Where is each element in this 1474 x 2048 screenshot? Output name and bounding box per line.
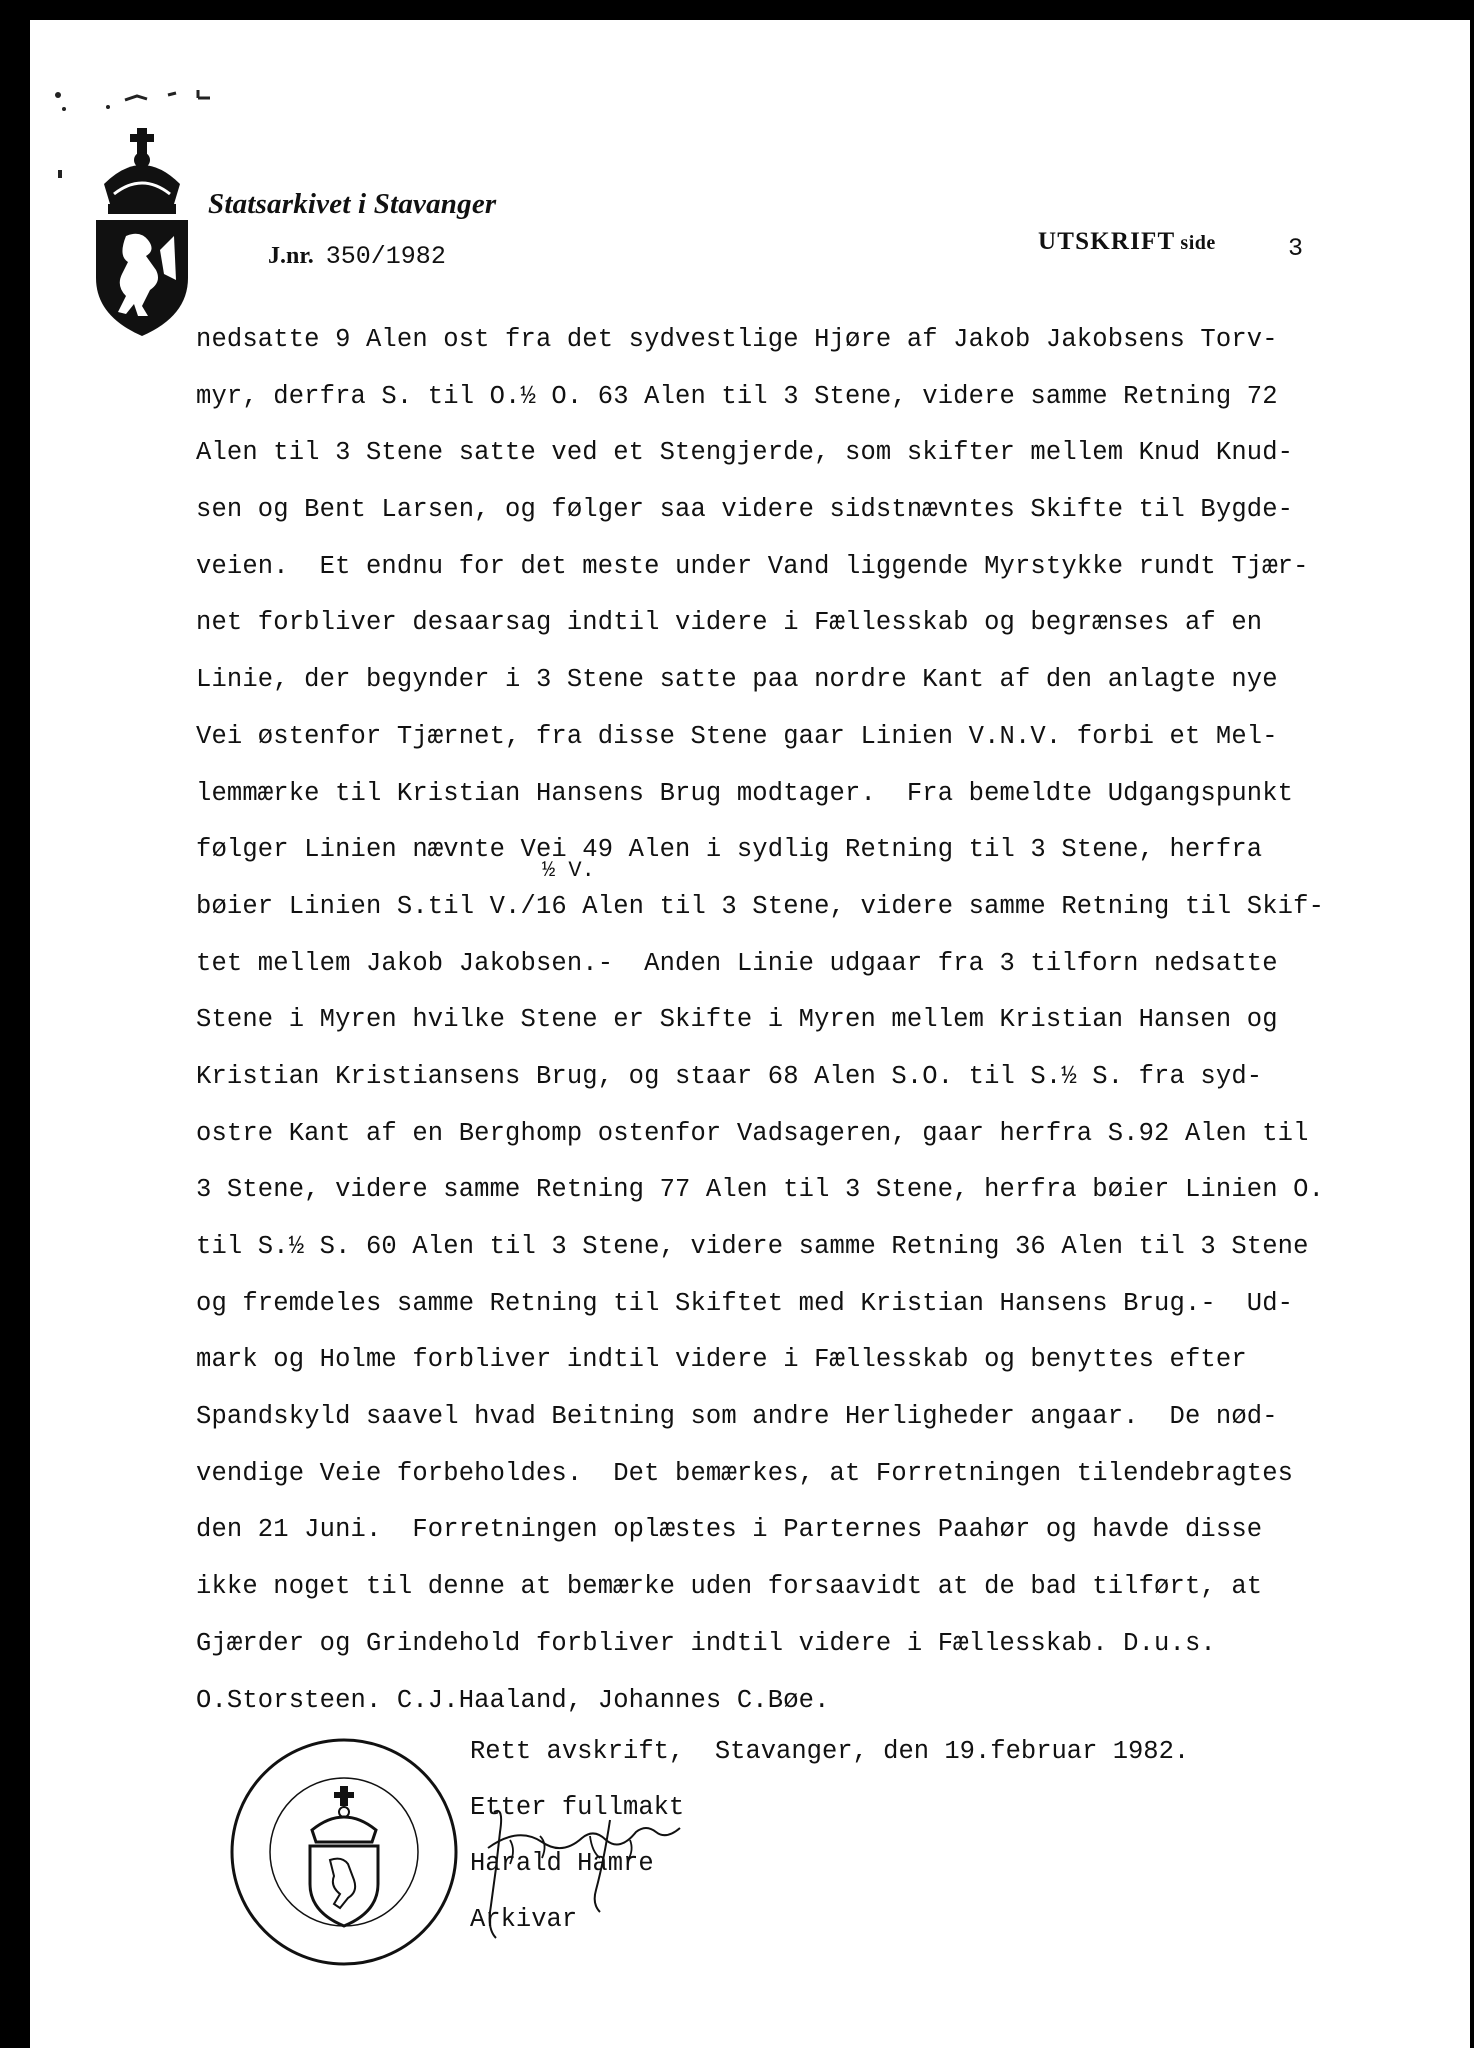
text-line: vendige Veie forbeholdes. Det bemærkes, at Forretningen tilendebragtes xyxy=(196,1458,1294,1488)
text-line: tet mellem Jakob Jakobsen.- Anden Linie udgaar fra 3 tilforn nedsatte xyxy=(196,948,1278,978)
text-line: veien. Et endnu for det meste under Vand liggende Myrstykke rundt Tjær- xyxy=(196,551,1309,581)
text-line: den 21 Juni. Forretningen oplæstes i Parternes Paahør og havde disse xyxy=(196,1515,1263,1545)
text-line: følger Linien nævnte Vei 49 Alen i sydlig Retning til 3 Stene, herfra xyxy=(196,835,1263,865)
document-body xyxy=(196,312,1472,1729)
text-line: ostre Kant af en Berghomp ostenfor Vadsageren, gaar herfra S.92 Alen til xyxy=(196,1118,1309,1148)
utskrift-header xyxy=(1038,228,1216,256)
archive-name: Statsarkivet i Stavanger xyxy=(208,188,497,220)
journal-number-label: J.nr. xyxy=(268,243,314,269)
text-line: ikke noget til denne at bemærke uden forsaavidt at de bad tilført, at xyxy=(196,1572,1263,1602)
text-line: Alen til 3 Stene satte ved et Stengjerde, som skifter mellem Knud Knud- xyxy=(196,438,1294,468)
text-line: net forbliver desaarsag indtil videre i Fællesskab og begrænses af en xyxy=(196,608,1263,638)
journal-number xyxy=(268,242,446,271)
text-line: myr, derfra S. til O.½ O. 63 Alen til 3 Stene, videre samme Retning 72 xyxy=(196,381,1278,411)
archive-seal-icon xyxy=(226,1734,462,1970)
text-line: til S.½ S. 60 Alen til 3 Stene, videre samme Retning 36 Alen til 3 Stene xyxy=(196,1232,1309,1261)
side-label: side xyxy=(1180,232,1216,254)
text-line: O.Storsteen. C.J.Haaland, Johannes C.Bøe. xyxy=(196,1685,830,1715)
page-number: 3 xyxy=(1288,234,1304,263)
interlinear-fraction-note: ½ V. xyxy=(542,858,595,883)
authority-line: Etter fullmakt xyxy=(470,1793,685,1822)
text-line: mark og Holme forbliver indtil videre i Fællesskab og benyttes efter xyxy=(196,1345,1247,1375)
text-line: Spandskyld saavel hvad Beitning som andre Herligheder angaar. De nød- xyxy=(196,1402,1278,1432)
signer-name: Harald Hamre xyxy=(470,1849,654,1878)
journal-number-value: 350/1982 xyxy=(325,242,446,271)
text-line: 3 Stene, videre samme Retning 77 Alen til 3 Stene, herfra bøier Linien O. xyxy=(196,1175,1325,1205)
text-line: Stene i Myren hvilke Stene er Skifte i Myren mellem Kristian Hansen og xyxy=(196,1005,1278,1035)
text-line: Vei østenfor Tjærnet, fra disse Stene gaar Linien V.N.V. forbi et Mel- xyxy=(196,721,1278,751)
utskrift-label: UTSKRIFT xyxy=(1038,228,1176,255)
closing-block xyxy=(470,1724,1189,1948)
coat-of-arms-icon xyxy=(90,128,194,338)
text-line: Gjærder og Grindehold forbliver indtil videre i Fællesskab. D.u.s. xyxy=(196,1628,1216,1658)
signer-title: Arkivar xyxy=(470,1905,578,1934)
certification-line: Rett avskrift, Stavanger, den 19.februar 1982. xyxy=(470,1737,1190,1766)
text-line: bøier Linien S.til V./16 Alen til 3 Stene, videre samme Retning til Skif- xyxy=(196,891,1325,921)
text-line: og fremdeles samme Retning til Skiftet med Kristian Hansens Brug.- Ud- xyxy=(196,1288,1294,1318)
text-line: Linie, der begynder i 3 Stene satte paa nordre Kant af den anlagte nye xyxy=(196,665,1278,695)
text-line: nedsatte 9 Alen ost fra det sydvestlige Hjøre af Jakob Jakobsens Torv- xyxy=(196,325,1278,354)
text-line: Kristian Kristiansens Brug, og staar 68 Alen S.O. til S.½ S. fra syd- xyxy=(196,1061,1263,1091)
text-line: sen og Bent Larsen, og følger saa videre sidstnævntes Skifte til Bygde- xyxy=(196,495,1294,525)
document-page xyxy=(30,20,1470,2048)
text-line: lemmærke til Kristian Hansens Brug modtager. Fra bemeldte Udgangspunkt xyxy=(196,778,1294,808)
